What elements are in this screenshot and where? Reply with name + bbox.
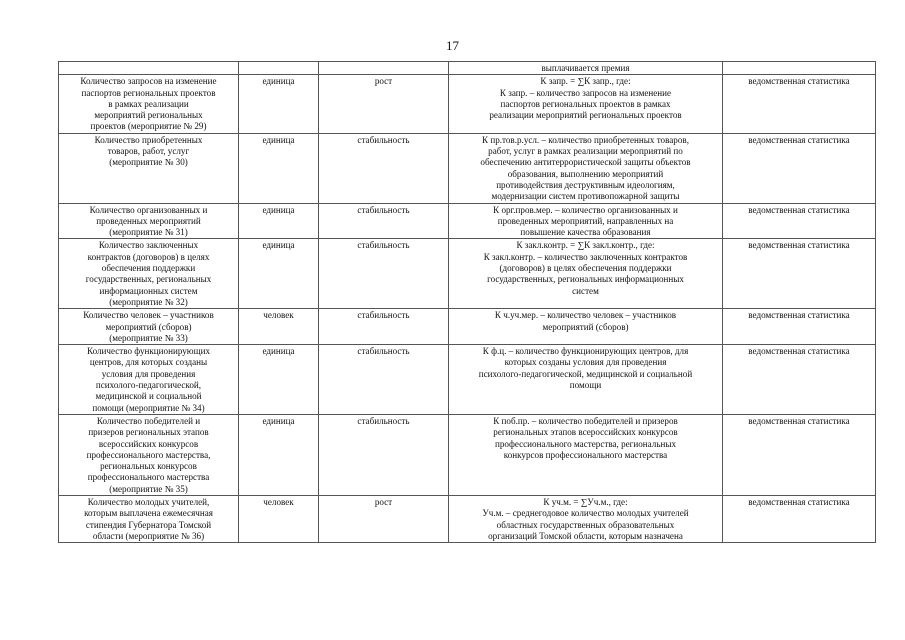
- cell-line: ведомственная статистика: [748, 240, 850, 251]
- cell-line: информационных систем: [99, 285, 198, 296]
- cell-line: условия для проведения: [101, 368, 196, 379]
- cell-line: обеспечения поддержки: [101, 263, 196, 274]
- cell-line: государственных, региональных информационных: [487, 274, 684, 285]
- cell-line: мероприятий (сборов): [542, 321, 629, 332]
- cell-unit: [239, 345, 319, 415]
- cell-line: (мероприятие № 30): [109, 157, 188, 168]
- cell-formula: [449, 414, 723, 495]
- cell-unit: [239, 495, 319, 542]
- cell-line: региональных этапов всероссийских конкурсов: [493, 427, 678, 438]
- cell-line: организаций Томской области, которым назначена: [488, 530, 683, 541]
- cell-name: [59, 345, 239, 415]
- cell-line: Уч.м. – среднегодовое количество молодых учителей: [482, 508, 689, 519]
- cell-formula: [449, 133, 723, 203]
- table-row: [59, 345, 876, 415]
- cell-line: паспортов региональных проектов: [81, 87, 216, 98]
- cell-source: [723, 414, 876, 495]
- cell-name: [59, 239, 239, 309]
- cell-trend: [319, 309, 449, 345]
- cell-line: единица: [262, 204, 295, 215]
- cell-line: К запр. = ∑К запр., где:: [540, 76, 631, 87]
- cell-unit: [239, 62, 319, 75]
- cell-line: паспортов региональных проектов в рамках: [500, 98, 671, 109]
- cell-line: которых созданы условия для проведения: [504, 357, 667, 368]
- cell-line: К ф.ц. – количество функционирующих центров, для: [482, 346, 689, 357]
- cell-trend: [319, 495, 449, 542]
- cell-line: Количество заключенных: [98, 240, 199, 251]
- cell-formula: [449, 345, 723, 415]
- cell-line: помощи (мероприятие № 34): [92, 402, 205, 413]
- cell-source: [723, 345, 876, 415]
- cell-source: [723, 203, 876, 239]
- cell-unit: [239, 133, 319, 203]
- cell-line: К поб.пр. – количество победителей и призеров: [493, 415, 678, 426]
- table-row: [59, 309, 876, 345]
- cell-line: ведомственная статистика: [748, 415, 850, 426]
- table-row: [59, 414, 876, 495]
- cell-unit: [239, 239, 319, 309]
- cell-trend: [319, 133, 449, 203]
- cell-trend: [319, 414, 449, 495]
- cell-line: профессионального мастерства, региональных: [494, 438, 676, 449]
- cell-line: центров, для которых созданы: [89, 357, 208, 368]
- cell-line: ведомственная статистика: [748, 496, 850, 507]
- cell-line: единица: [262, 415, 295, 426]
- cell-line: мероприятий региональных: [94, 110, 203, 121]
- cell-line: ведомственная статистика: [748, 134, 850, 145]
- cell-line: стабильность: [357, 134, 410, 145]
- cell-line: проведенных мероприятий: [96, 215, 201, 226]
- cell-line: призеров региональных этапов: [88, 427, 209, 438]
- cell-line: Количество функционирующих: [86, 346, 211, 357]
- cell-trend: [319, 239, 449, 309]
- cell-name: [59, 62, 239, 75]
- cell-line: работ, услуг в рамках реализации мероприятий по: [488, 146, 683, 157]
- cell-name: [59, 414, 239, 495]
- cell-line: медицинской и социальной: [95, 391, 202, 402]
- cell-trend: [319, 62, 449, 75]
- cell-line: Количество победителей и: [96, 415, 201, 426]
- cell-trend: [319, 75, 449, 133]
- cell-line: товаров, работ, услуг: [107, 146, 190, 157]
- cell-line: профессионального мастерства,: [86, 449, 211, 460]
- cell-source: [723, 133, 876, 203]
- cell-line: Количество организованных и: [89, 204, 208, 215]
- cell-line: (мероприятие № 32): [109, 296, 188, 307]
- cell-source: [723, 75, 876, 133]
- cell-line: К орг.пров.мер. – количество организованных и: [493, 204, 678, 215]
- cell-line: единица: [262, 134, 295, 145]
- cell-line: мероприятий (сборов): [105, 321, 192, 332]
- cell-line: Количество молодых учителей,: [87, 496, 210, 507]
- cell-line: рост: [374, 76, 393, 87]
- cell-line: проектов (мероприятие № 29): [90, 121, 207, 132]
- cell-name: [59, 309, 239, 345]
- cell-unit: [239, 75, 319, 133]
- cell-line: человек: [263, 496, 294, 507]
- cell-unit: [239, 309, 319, 345]
- cell-formula: [449, 239, 723, 309]
- cell-line: К пр.тов.р.усл. – количество приобретенных товаров,: [482, 134, 689, 145]
- cell-line: ведомственная статистика: [748, 346, 850, 357]
- cell-line: стабильность: [357, 240, 410, 251]
- cell-line: Количество приобретенных: [94, 134, 203, 145]
- cell-line: обеспечению антитеррористической защиты объектов: [480, 157, 691, 168]
- cell-source: [723, 239, 876, 309]
- cell-source: [723, 309, 876, 345]
- cell-line: психолого-педагогической, медицинской и социальной: [478, 368, 693, 379]
- cell-formula: [449, 62, 723, 75]
- cell-line: (договоров) в целях обеспечения поддержки: [499, 263, 672, 274]
- cell-name: [59, 133, 239, 203]
- cell-line: модернизации систем противопожарной защиты: [491, 191, 680, 202]
- cell-line: образования, выполнению мероприятий: [507, 168, 664, 179]
- cell-line: помощи: [569, 380, 602, 391]
- cell-line: единица: [262, 346, 295, 357]
- cell-line: ведомственная статистика: [748, 310, 850, 321]
- cell-line: психолого-педагогической,: [95, 380, 202, 391]
- cell-line: стабильность: [357, 346, 410, 357]
- cell-unit: [239, 203, 319, 239]
- cell-line: рост: [374, 496, 393, 507]
- cell-line: проведенных мероприятий, направленных на: [497, 215, 674, 226]
- cell-line: единица: [262, 76, 295, 87]
- cell-formula: [449, 203, 723, 239]
- cell-line: повышение качества образования: [520, 227, 651, 238]
- cell-line: Количество запросов на изменение: [80, 76, 217, 87]
- table-row-continuation: [59, 62, 876, 75]
- cell-trend: [319, 203, 449, 239]
- cell-name: [59, 495, 239, 542]
- cell-line: контрактов (договоров) в целях: [87, 251, 210, 262]
- cell-line: единица: [262, 240, 295, 251]
- cell-name: [59, 203, 239, 239]
- cell-trend: [319, 345, 449, 415]
- cell-line: противодействия деструктивным идеологиям,: [496, 179, 675, 190]
- cell-line: которым выплачена ежемесячная: [84, 508, 213, 519]
- cell-line: выплачивается премия: [541, 63, 630, 73]
- cell-line: в рамках реализации: [108, 98, 189, 109]
- cell-line: систем: [572, 285, 599, 296]
- cell-line: ведомственная статистика: [748, 204, 850, 215]
- indicators-table: [58, 61, 876, 543]
- cell-line: К запр. – количество запросов на изменение: [499, 87, 672, 98]
- cell-formula: [449, 495, 723, 542]
- cell-line: областных государственных образовательных: [496, 519, 675, 530]
- page-number: 17: [446, 38, 459, 53]
- cell-line: государственных, региональных: [85, 274, 212, 285]
- cell-line: (мероприятие № 31): [109, 227, 188, 238]
- cell-line: профессионального мастерства: [87, 472, 210, 483]
- cell-line: конкурсов профессионального мастерства: [503, 449, 668, 460]
- cell-line: (мероприятие № 35): [109, 483, 188, 494]
- indicators-table-body: [59, 62, 876, 543]
- cell-line: реализации мероприятий региональных проектов: [489, 110, 682, 121]
- cell-line: ведомственная статистика: [748, 76, 850, 87]
- cell-line: стабильность: [357, 310, 410, 321]
- cell-formula: [449, 75, 723, 133]
- cell-line: К ч.уч.мер. – количество человек – участников: [494, 310, 677, 321]
- cell-line: человек: [263, 310, 294, 321]
- cell-line: региональных конкурсов: [100, 461, 197, 472]
- table-row: [59, 75, 876, 133]
- cell-source: [723, 62, 876, 75]
- cell-line: К закл.контр. = ∑К закл.контр., где:: [516, 240, 655, 251]
- cell-unit: [239, 414, 319, 495]
- table-row: [59, 133, 876, 203]
- cell-line: стабильность: [357, 204, 410, 215]
- cell-line: области (мероприятие № 36): [92, 530, 205, 541]
- cell-line: (мероприятие № 33): [109, 332, 188, 343]
- table-row: [59, 239, 876, 309]
- cell-source: [723, 495, 876, 542]
- cell-line: стабильность: [357, 415, 410, 426]
- cell-line: К уч.м. = ∑Уч.м., где:: [543, 496, 628, 507]
- table-row: [59, 203, 876, 239]
- cell-line: стипендия Губернатора Томской: [85, 519, 212, 530]
- cell-formula: [449, 309, 723, 345]
- cell-name: [59, 75, 239, 133]
- cell-line: Количество человек – участников: [83, 310, 214, 321]
- table-row: [59, 495, 876, 542]
- cell-line: всероссийских конкурсов: [98, 438, 199, 449]
- cell-line: К закл.контр. – количество заключенных контрактов: [483, 251, 688, 262]
